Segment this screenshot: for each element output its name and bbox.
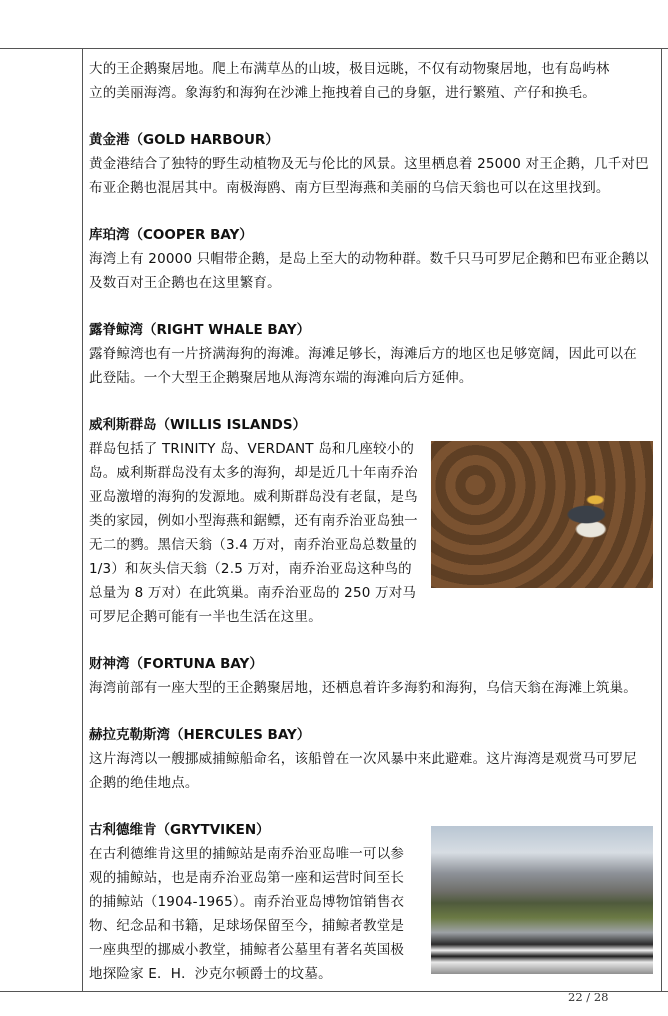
section-text: 露脊鲸湾也有一片挤满海狗的海滩。海滩足够长，海滩后方的地区也足够宽阔，因此可以在 <box>89 346 637 362</box>
section-heading-gold-harbour: 黄金港（GOLD HARBOUR） <box>89 132 279 148</box>
section-text: 群岛包括了 TRINITY 岛、VERDANT 岛和几座较小的 <box>89 441 415 457</box>
section-text: 的捕鲸站（1904-1965）。南乔治亚岛博物馆销售衣 <box>89 894 405 910</box>
section-text: 类的家园，例如小型海燕和鋸鳔，还有南乔治亚岛独一 <box>89 513 418 529</box>
section-text: 亚岛激增的海狗的发源地。威利斯群岛没有老鼠，是鸟 <box>89 489 418 505</box>
section-text: 物、纪念品和书籍，足球场保留至今，捕鲸者教堂是 <box>89 918 405 934</box>
section-text: 及数百对王企鹅也在这里繁育。 <box>89 275 281 291</box>
section-text: 可罗尼企鹅可能有一半也生活在这里。 <box>89 609 322 625</box>
section-text: 这片海湾以一艘挪威捕鲸船命名，该船曾在一次风暴中来此避难。这片海湾是观赏马可罗尼 <box>89 751 637 767</box>
willis-islands-block <box>89 413 653 629</box>
document-body <box>89 57 653 986</box>
section-text: 在古利德维肯这里的捕鲸站是南乔治亚岛唯一可以参 <box>89 846 405 862</box>
section-heading-fortuna-bay: 财神湾（FORTUNA BAY） <box>89 656 263 672</box>
section-text: 布亚企鹅也混居其中。南极海鸥、南方巨型海燕和美丽的乌信天翁也可以在这里找到。 <box>89 180 610 196</box>
section-text: 总量为 8 万对）在此筑巢。南乔治亚岛的 250 万对马 <box>89 585 417 601</box>
section-text: 岛。威利斯群岛没有太多的海狗，却是近几十年南乔治 <box>89 465 418 481</box>
section-text: 一座典型的挪威小教堂，捕鲸者公墓里有著名英国极 <box>89 942 405 958</box>
section-text: 此登陆。一个大型王企鹅聚居地从海湾东端的海滩向后方延伸。 <box>89 370 473 386</box>
intro-line: 大的王企鹅聚居地。爬上布满草丛的山坡，极目远眺，不仅有动物聚居地，也有岛屿林 <box>89 61 610 77</box>
section-text: 地探险家 E．H．沙克尔顿爵士的坟墓。 <box>89 966 332 982</box>
section-heading-grytviken: 古利德维肯（GRYTVIKEN） <box>89 822 270 838</box>
section-text: 无二的鹨。黑信天翁（3.4 万对，南乔治亚岛总数量的 <box>89 537 417 553</box>
section-text: 海湾前部有一座大型的王企鹅聚居地，还栖息着许多海豹和海狗，乌信天翁在海滩上筑巢。 <box>89 680 637 696</box>
section-heading-cooper-bay: 库珀湾（COOPER BAY） <box>89 227 253 243</box>
section-text: 海湾上有 20000 只帽带企鹅，是岛上至大的动物种群。数千只马可罗尼企鹅和巴布亚企鹅以 <box>89 251 649 267</box>
section-heading-willis-islands: 威利斯群岛（WILLIS ISLANDS） <box>89 417 307 433</box>
section-text: 1/3）和灰头信天翁（2.5 万对，南乔治亚岛这种鸟的 <box>89 561 412 577</box>
section-heading-hercules-bay: 赫拉克勒斯湾（HERCULES BAY） <box>89 727 311 743</box>
intro-line: 立的美丽海湾。象海豹和海狗在沙滩上拖拽着自己的身躯，进行繁殖、产仔和换毛。 <box>89 85 596 101</box>
top-border <box>0 48 668 49</box>
section-text: 企鹅的绝佳地点。 <box>89 775 199 791</box>
section-heading-right-whale-bay: 露脊鲸湾（RIGHT WHALE BAY） <box>89 322 311 338</box>
section-text: 观的捕鲸站，也是南乔治亚岛第一座和运营时间至长 <box>89 870 405 886</box>
page-number: 22 / 28 <box>568 990 609 1004</box>
grytviken-block <box>89 818 653 986</box>
right-border <box>661 48 662 992</box>
grytviken-landscape-photo <box>431 826 653 974</box>
left-column-divider <box>82 48 83 992</box>
king-penguin-colony-photo <box>431 441 653 588</box>
section-text: 黄金港结合了独特的野生动植物及无与伦比的风景。这里栖息着 25000 对王企鹅，几千对巴 <box>89 156 649 172</box>
